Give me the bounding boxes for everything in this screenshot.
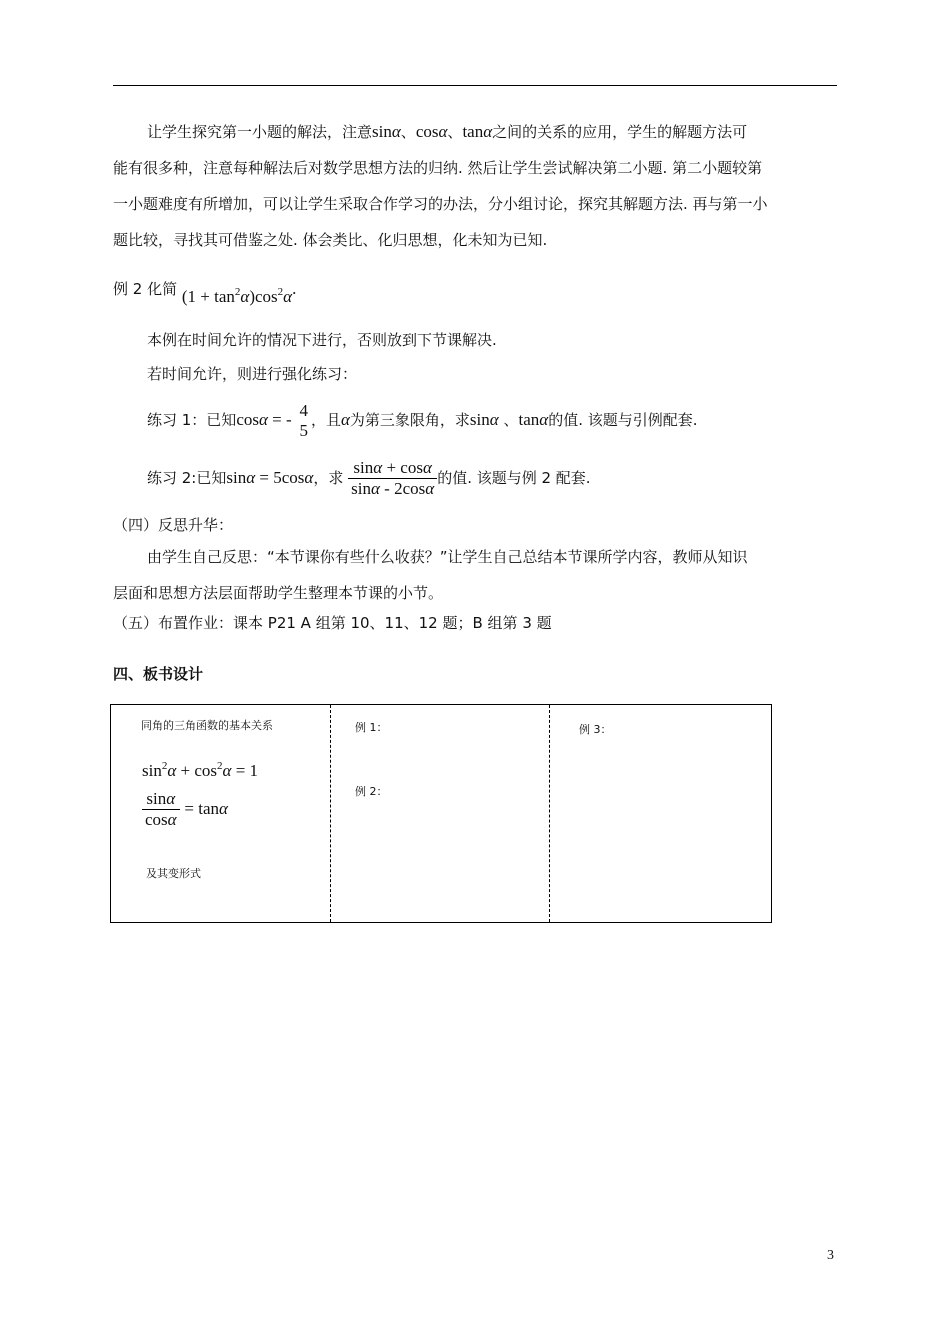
fraction-denominator xyxy=(348,478,437,499)
math-tan: = tan xyxy=(184,799,219,818)
math-period: . xyxy=(292,279,297,298)
math-alpha: α xyxy=(304,468,314,487)
math-alpha: α xyxy=(438,122,448,141)
math-equals: = - xyxy=(267,410,292,429)
fraction-denominator: 5 xyxy=(299,420,308,440)
math-exponent: 2 xyxy=(217,760,223,772)
text-run: 让学生探究第一小题的解法，注意 xyxy=(147,123,373,141)
math-cos: + cos xyxy=(176,761,218,780)
math-cos: cos xyxy=(415,122,439,141)
identity-pythagorean xyxy=(142,755,258,782)
math-alpha: α xyxy=(283,287,293,306)
paragraph-line: 由学生自己反思：“本节课你有些什么收获？”让学生自己总结本节课所学内容，教师从知识 xyxy=(147,548,748,566)
math-alpha: α xyxy=(425,479,435,498)
text-run: 、 xyxy=(400,123,416,141)
math-alpha: α xyxy=(167,810,177,829)
header-rule xyxy=(113,85,837,86)
math-alpha: α xyxy=(240,287,250,306)
fraction-numerator xyxy=(348,458,437,478)
math-exponent: 2 xyxy=(161,760,168,772)
math-alpha: α xyxy=(340,410,350,429)
board-note: 及其变形式 xyxy=(146,867,201,880)
math-sin: sin xyxy=(351,479,371,498)
math-alpha: α xyxy=(539,410,549,429)
exercise-1 xyxy=(147,396,698,444)
board-column-1 xyxy=(111,705,330,922)
math-expr: (1 + tan xyxy=(181,287,235,306)
text-run: 为第三象限角，求 xyxy=(349,411,470,429)
text-run: 的值. 该题与引例配套. xyxy=(548,411,698,429)
text-run: 、 xyxy=(498,411,519,429)
math-cos: cos xyxy=(145,810,168,829)
section-board-design-heading: 四、板书设计 xyxy=(113,665,204,683)
fraction xyxy=(142,789,180,830)
fraction xyxy=(296,401,311,441)
math-sin: sin xyxy=(146,789,167,808)
example-2 xyxy=(113,276,296,310)
math-alpha: α xyxy=(222,761,232,780)
math-tan: tan xyxy=(462,122,484,141)
math-alpha: α xyxy=(373,458,383,477)
board-column-2 xyxy=(330,705,549,922)
text-run: ，求 xyxy=(313,469,344,487)
text-run: 练习 1：已知 xyxy=(147,411,237,429)
math-alpha: α xyxy=(422,458,432,477)
math-alpha: α xyxy=(166,789,176,808)
fraction-numerator xyxy=(142,789,180,809)
math-alpha: α xyxy=(370,479,380,498)
text-run: 练习 2:已知 xyxy=(147,469,227,487)
math-cos: + cos xyxy=(382,458,423,477)
paragraph-reflection xyxy=(113,539,837,611)
math-sin: sin xyxy=(372,122,392,141)
board-example-1: 例 1： xyxy=(355,721,388,734)
paragraph-line: 能有很多种，注意每种解法后对数学思想方法的归纳. 然后让学生尝试解决第二小题. 第二小题较第 xyxy=(113,159,763,177)
fraction-numerator: 4 xyxy=(299,400,308,420)
text-run: ，且 xyxy=(310,411,341,429)
example-label: 例 2 化简 xyxy=(113,280,178,298)
board-example-2: 例 2： xyxy=(355,785,388,798)
math-equals: = 5cos xyxy=(255,468,305,487)
paragraph-explore xyxy=(113,114,837,258)
section-reflection-title: （四）反思升华： xyxy=(113,516,234,534)
math-expr: )cos xyxy=(249,287,278,306)
fraction xyxy=(348,458,437,499)
text-run: 、 xyxy=(447,123,463,141)
paragraph-line: 层面和思想方法层面帮助学生整理本节课的小节。 xyxy=(113,584,444,602)
math-alpha: α xyxy=(483,122,493,141)
math-alpha: α xyxy=(391,122,401,141)
math-sin: sin xyxy=(226,468,247,487)
board-column-3 xyxy=(549,705,771,922)
math-cos: - 2cos xyxy=(379,479,426,498)
math-alpha: α xyxy=(167,761,177,780)
math-equals-one: = 1 xyxy=(231,761,259,780)
math-alpha: α xyxy=(246,468,256,487)
math-sin: sin xyxy=(469,410,490,429)
math-tan: tan xyxy=(518,410,540,429)
math-alpha: α xyxy=(258,410,268,429)
math-alpha: α xyxy=(219,799,228,818)
text-run: 的值. 该题与例 2 配套. xyxy=(437,469,591,487)
math-exponent: 2 xyxy=(277,286,284,298)
board-example-3: 例 3： xyxy=(579,723,612,736)
note-line: 本例在时间允许的情况下进行，否则放到下节课解决. xyxy=(147,331,497,349)
section-homework: （五）布置作业：课本 P21 A 组第 10、11、12 题；B 组第 3 题 xyxy=(113,614,552,632)
page-number: 3 xyxy=(827,1248,834,1263)
fraction-denominator xyxy=(142,809,180,830)
paragraph-line: 题比较，寻找其可借鉴之处. 体会类比、化归思想，化未知为已知. xyxy=(113,231,548,249)
text-run: 之间的关系的应用，学生的解题方法可 xyxy=(492,123,748,141)
math-sin: sin xyxy=(353,458,374,477)
board-design-table xyxy=(110,704,772,923)
math-cos: cos xyxy=(236,410,259,429)
exercise-2 xyxy=(147,455,591,501)
math-alpha: α xyxy=(489,410,499,429)
extra-practice-line: 若时间允许，则进行强化练习： xyxy=(147,365,358,383)
paragraph-line: 一小题难度有所增加，可以让学生采取合作学习的办法，分小组讨论，探究其解题方法. 再与第一小 xyxy=(113,195,768,213)
board-column-title: 同角的三角函数的基本关系 xyxy=(141,719,273,732)
math-exponent: 2 xyxy=(234,286,241,298)
identity-quotient xyxy=(142,789,228,830)
math-sin: sin xyxy=(142,761,162,780)
